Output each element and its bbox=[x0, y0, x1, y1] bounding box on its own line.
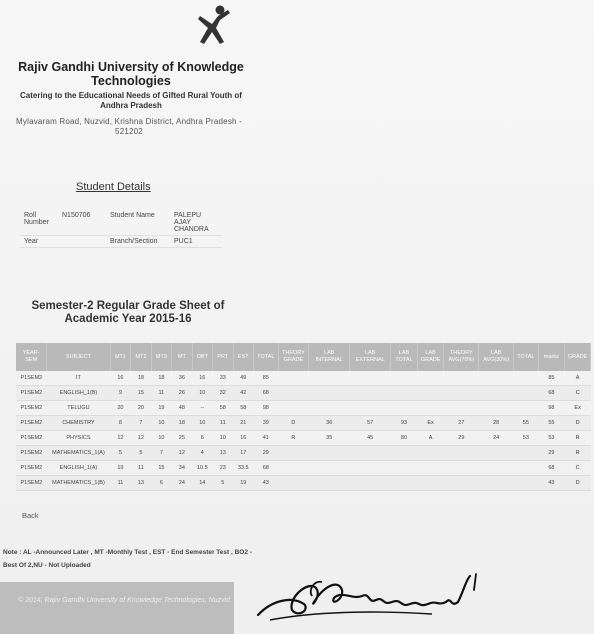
grade-cell bbox=[444, 401, 479, 416]
grade-cell: 10 bbox=[213, 431, 233, 446]
grade-cell: 10 bbox=[192, 386, 212, 401]
column-header: SUBJECT bbox=[47, 343, 110, 371]
grade-cell bbox=[417, 386, 444, 401]
grade-cell: 6 bbox=[192, 431, 212, 446]
grade-cell: P1SEM2 bbox=[16, 476, 47, 491]
column-header: MT1 bbox=[110, 343, 130, 371]
grade-cell bbox=[444, 476, 479, 491]
student-name-label: Student Name bbox=[106, 210, 170, 236]
grade-cell: A bbox=[565, 371, 591, 386]
grade-cell: IT bbox=[47, 371, 110, 386]
grade-cell bbox=[278, 386, 309, 401]
grade-cell: D bbox=[565, 476, 591, 491]
grade-cell: 21 bbox=[233, 416, 253, 431]
grade-cell: 15 bbox=[151, 461, 171, 476]
grade-table-header bbox=[16, 343, 591, 371]
grade-cell bbox=[479, 446, 514, 461]
grade-cell bbox=[309, 386, 350, 401]
year-label: Year bbox=[20, 236, 58, 248]
grade-cell: 19 bbox=[151, 401, 171, 416]
grade-cell: Ex bbox=[565, 401, 591, 416]
grade-cell: Ex bbox=[417, 416, 444, 431]
student-name-value: PALEPU AJAY CHANDRA bbox=[170, 210, 222, 236]
back-link[interactable]: Back bbox=[22, 511, 39, 520]
grade-cell bbox=[417, 401, 444, 416]
grade-cell bbox=[278, 446, 309, 461]
grade-table-row bbox=[16, 461, 591, 476]
grade-cell bbox=[514, 461, 539, 476]
grade-cell: 23 bbox=[213, 461, 233, 476]
grade-cell: P1SEM2 bbox=[16, 401, 47, 416]
grade-cell: 28 bbox=[479, 416, 514, 431]
grade-cell: A bbox=[417, 431, 444, 446]
column-header: YEAR-SEM bbox=[16, 343, 47, 371]
grade-sheet-title: Semester-2 Regular Grade Sheet of Academic Year 2015-16 bbox=[31, 300, 225, 325]
grade-cell bbox=[444, 446, 479, 461]
grade-cell bbox=[350, 371, 391, 386]
grade-cell: 9 bbox=[110, 386, 130, 401]
grade-cell: 13 bbox=[131, 476, 151, 491]
branch-label: Branch/Section bbox=[106, 236, 170, 248]
grade-cell: 16 bbox=[233, 431, 253, 446]
column-header: marks bbox=[538, 343, 565, 371]
grade-cell: P1SEM2 bbox=[16, 461, 47, 476]
grade-cell: 10 bbox=[192, 416, 212, 431]
grade-cell: 58 bbox=[233, 401, 253, 416]
grade-cell: P1SEM2 bbox=[16, 371, 47, 386]
grade-cell bbox=[350, 446, 391, 461]
university-name: Rajiv Gandhi University of Knowledge Technologies bbox=[18, 60, 244, 88]
grade-cell bbox=[391, 371, 418, 386]
column-header: GRADE bbox=[565, 343, 591, 371]
grade-cell: 43 bbox=[538, 476, 565, 491]
grade-cell: 10 bbox=[151, 431, 171, 446]
column-header: LAB TOTAL bbox=[391, 343, 418, 371]
grade-cell: 12 bbox=[110, 431, 130, 446]
grade-cell: 26 bbox=[172, 386, 192, 401]
grade-cell bbox=[309, 461, 350, 476]
grade-cell: 20 bbox=[110, 401, 130, 416]
column-header: LAB INTERNAL bbox=[309, 343, 350, 371]
grade-cell bbox=[309, 446, 350, 461]
grade-cell: 42 bbox=[233, 386, 253, 401]
grade-cell: MATHEMATICS_1(B) bbox=[47, 476, 110, 491]
grade-table-row bbox=[16, 386, 591, 401]
grade-cell: 29 bbox=[253, 446, 278, 461]
grade-cell: 85 bbox=[253, 371, 278, 386]
grade-cell: -- bbox=[192, 401, 212, 416]
grade-cell bbox=[514, 371, 539, 386]
grade-cell bbox=[391, 386, 418, 401]
year-value bbox=[58, 236, 106, 248]
grade-cell: 49 bbox=[233, 371, 253, 386]
grade-cell: D bbox=[565, 416, 591, 431]
grade-cell: 33.5 bbox=[233, 461, 253, 476]
grade-cell: CHEMISTRY bbox=[47, 416, 110, 431]
grade-cell bbox=[391, 461, 418, 476]
grade-cell: 68 bbox=[253, 461, 278, 476]
branch-value: PUC1 bbox=[170, 236, 222, 248]
grade-table-row bbox=[16, 446, 591, 461]
grade-cell: 29 bbox=[444, 431, 479, 446]
grade-cell bbox=[278, 371, 309, 386]
grade-cell: 18 bbox=[131, 371, 151, 386]
grade-table-row bbox=[16, 416, 591, 431]
grade-cell: 53 bbox=[514, 431, 539, 446]
column-header: MT bbox=[172, 343, 192, 371]
column-header: TOTAL bbox=[514, 343, 539, 371]
university-tagline: Catering to the Educational Needs of Gifted Rural Youth of Andhra Pradesh bbox=[20, 91, 242, 110]
grade-cell: 18 bbox=[151, 371, 171, 386]
grade-cell: 13 bbox=[213, 446, 233, 461]
column-header: MT2 bbox=[131, 343, 151, 371]
grade-cell bbox=[417, 371, 444, 386]
column-header: MT3 bbox=[151, 343, 171, 371]
grade-cell: MATHEMATICS_1(A) bbox=[47, 446, 110, 461]
roll-label: Roll Number bbox=[20, 210, 58, 236]
grade-cell: 41 bbox=[253, 431, 278, 446]
grade-cell: 6 bbox=[151, 476, 171, 491]
column-header: EST bbox=[233, 343, 253, 371]
grade-cell: ENGLISH_1(A) bbox=[47, 461, 110, 476]
grade-cell bbox=[350, 461, 391, 476]
grade-cell bbox=[479, 386, 514, 401]
grade-cell bbox=[514, 386, 539, 401]
column-header: LAB AVG(30%) bbox=[479, 343, 514, 371]
grade-cell bbox=[514, 476, 539, 491]
grade-cell bbox=[309, 401, 350, 416]
column-header: THEORY GRADE bbox=[278, 343, 309, 371]
column-header: PRT bbox=[213, 343, 233, 371]
grade-cell: 36 bbox=[309, 416, 350, 431]
grade-table bbox=[16, 343, 591, 491]
grade-cell bbox=[444, 386, 479, 401]
grade-cell: 55 bbox=[514, 416, 539, 431]
grade-cell: 10.5 bbox=[192, 461, 212, 476]
grade-table-row bbox=[16, 476, 591, 491]
grade-cell bbox=[479, 401, 514, 416]
grade-cell bbox=[278, 461, 309, 476]
grade-cell: PHYSICS bbox=[47, 431, 110, 446]
grade-cell: 19 bbox=[233, 476, 253, 491]
grade-cell: 35 bbox=[309, 431, 350, 446]
column-header: THEORY AVG(70%) bbox=[444, 343, 479, 371]
grade-cell: D bbox=[278, 416, 309, 431]
grade-cell bbox=[514, 401, 539, 416]
grade-cell: R bbox=[565, 446, 591, 461]
grade-cell: R bbox=[278, 431, 309, 446]
grade-cell: 16 bbox=[110, 371, 130, 386]
grade-cell: 8 bbox=[110, 416, 130, 431]
grade-cell: C bbox=[565, 461, 591, 476]
column-header: OBT bbox=[192, 343, 212, 371]
grade-cell: 43 bbox=[253, 476, 278, 491]
grade-cell: 5 bbox=[213, 476, 233, 491]
grade-cell: 5 bbox=[110, 446, 130, 461]
student-details-title: Student Details bbox=[76, 181, 151, 193]
grade-cell: 85 bbox=[538, 371, 565, 386]
footer-copyright: © 2014, Rajiv Gandhi University of Knowledge Technologies, Nuzvid bbox=[0, 582, 234, 634]
grade-cell: 39 bbox=[253, 416, 278, 431]
university-address: Mylavaram Road, Nuzvid, Krishna District, Andhra Pradesh - 521202 bbox=[16, 117, 242, 136]
grade-cell: 24 bbox=[479, 431, 514, 446]
grade-cell: 68 bbox=[538, 386, 565, 401]
grade-cell: 17 bbox=[233, 446, 253, 461]
grade-cell: 11 bbox=[151, 386, 171, 401]
grade-cell: TELUGU bbox=[47, 401, 110, 416]
grade-cell: 25 bbox=[172, 431, 192, 446]
column-header: LAB GRADE bbox=[417, 343, 444, 371]
grade-cell bbox=[479, 461, 514, 476]
grade-cell bbox=[309, 371, 350, 386]
grade-cell: 45 bbox=[350, 431, 391, 446]
grade-cell: 98 bbox=[538, 401, 565, 416]
grade-cell: 11 bbox=[110, 476, 130, 491]
grade-cell: P1SEM2 bbox=[16, 431, 47, 446]
grade-cell: R bbox=[565, 431, 591, 446]
grade-cell bbox=[309, 476, 350, 491]
abbreviation-note: Note : AL -Announced Later , MT -Monthly Test , EST - End Semester Test , BO2 - Best Of 2,NU - Not Uploaded bbox=[3, 549, 252, 569]
grade-cell: 53 bbox=[538, 431, 565, 446]
grade-cell: 14 bbox=[192, 476, 212, 491]
grade-cell bbox=[350, 401, 391, 416]
handwritten-signature-icon bbox=[252, 560, 492, 630]
grade-cell bbox=[479, 476, 514, 491]
grade-table-row bbox=[16, 431, 591, 446]
grade-cell bbox=[417, 461, 444, 476]
grade-cell: 32 bbox=[213, 386, 233, 401]
grade-cell: 16 bbox=[192, 371, 212, 386]
grade-cell: 33 bbox=[213, 371, 233, 386]
grade-cell bbox=[417, 476, 444, 491]
grade-cell: C bbox=[565, 386, 591, 401]
grade-cell bbox=[391, 476, 418, 491]
grade-cell: P1SEM2 bbox=[16, 416, 47, 431]
grade-cell: 11 bbox=[213, 416, 233, 431]
grade-cell bbox=[444, 371, 479, 386]
roll-value: N150706 bbox=[58, 210, 106, 236]
grade-cell: 7 bbox=[131, 416, 151, 431]
grade-cell: 34 bbox=[172, 461, 192, 476]
running-figure-logo-icon bbox=[194, 4, 238, 48]
grade-cell: 19 bbox=[110, 461, 130, 476]
grade-table-row bbox=[16, 401, 591, 416]
grade-cell bbox=[444, 461, 479, 476]
column-header: LAB EXTERNAL bbox=[350, 343, 391, 371]
grade-cell: 18 bbox=[172, 416, 192, 431]
grade-table-row bbox=[16, 371, 591, 386]
grade-cell: 12 bbox=[172, 446, 192, 461]
column-header: TOTAL bbox=[253, 343, 278, 371]
grade-cell: 20 bbox=[131, 401, 151, 416]
grade-cell: 48 bbox=[172, 401, 192, 416]
grade-cell bbox=[350, 476, 391, 491]
grade-cell: 4 bbox=[192, 446, 212, 461]
grade-cell: 98 bbox=[253, 401, 278, 416]
grade-cell bbox=[417, 446, 444, 461]
grade-cell bbox=[350, 386, 391, 401]
grade-cell: 7 bbox=[151, 446, 171, 461]
grade-cell: 68 bbox=[253, 386, 278, 401]
grade-cell bbox=[278, 401, 309, 416]
grade-cell: 24 bbox=[172, 476, 192, 491]
grade-cell bbox=[391, 446, 418, 461]
grade-cell: 68 bbox=[538, 461, 565, 476]
grade-cell: 36 bbox=[172, 371, 192, 386]
grade-cell: 93 bbox=[391, 416, 418, 431]
grade-cell: 27 bbox=[444, 416, 479, 431]
grade-cell: 10 bbox=[151, 416, 171, 431]
grade-cell: P1SEM2 bbox=[16, 386, 47, 401]
grade-cell bbox=[514, 446, 539, 461]
grade-cell: 15 bbox=[131, 386, 151, 401]
grade-cell bbox=[479, 371, 514, 386]
grade-cell: 29 bbox=[538, 446, 565, 461]
grade-cell: P1SEM2 bbox=[16, 446, 47, 461]
grade-cell: 57 bbox=[350, 416, 391, 431]
grade-cell: 11 bbox=[131, 461, 151, 476]
grade-cell: 55 bbox=[538, 416, 565, 431]
grade-cell: 5 bbox=[131, 446, 151, 461]
student-details-table bbox=[20, 210, 222, 248]
grade-cell bbox=[278, 476, 309, 491]
grade-cell bbox=[391, 401, 418, 416]
grade-cell: ENGLISH_1(B) bbox=[47, 386, 110, 401]
grade-cell: 80 bbox=[391, 431, 418, 446]
grade-cell: 58 bbox=[213, 401, 233, 416]
grade-cell: 12 bbox=[131, 431, 151, 446]
